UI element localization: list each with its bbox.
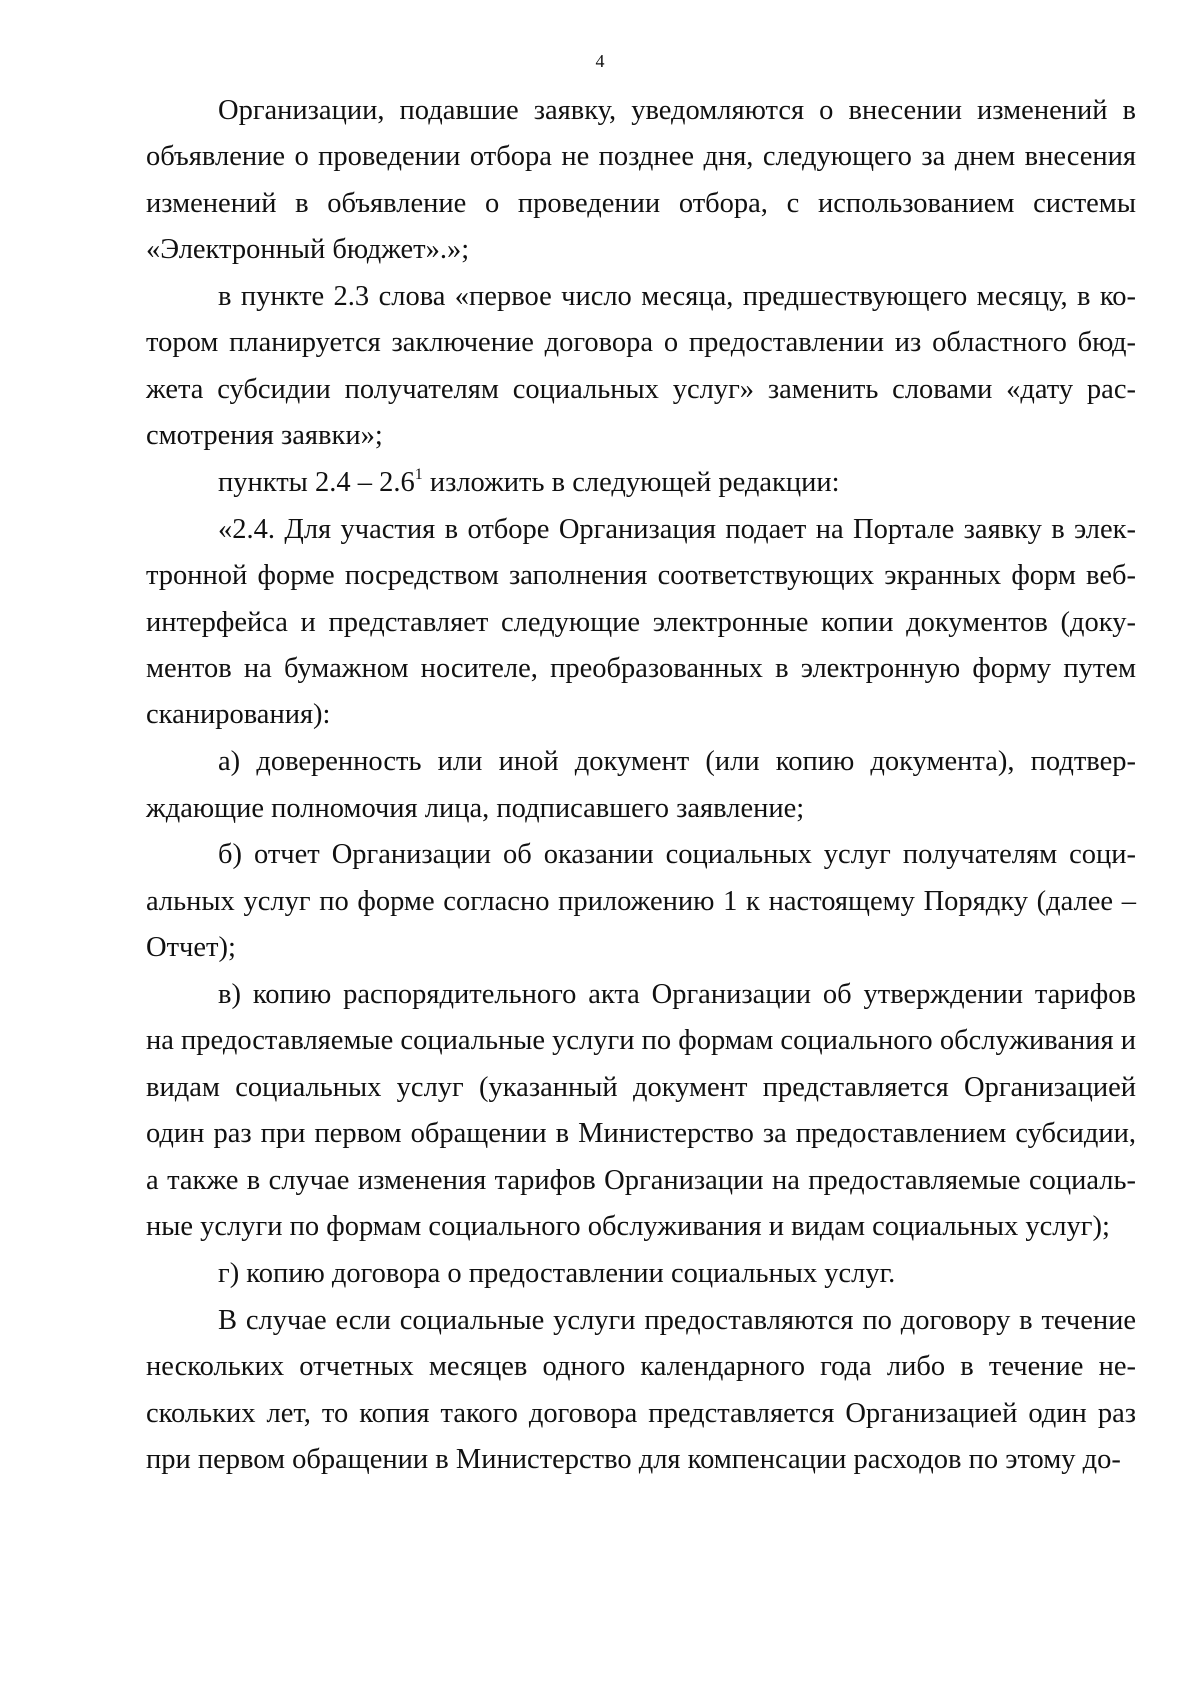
list-item-b: б) отчет Организации об оказании социальных услуг получателям социальных услуг по форме согласно приложению 1 к настоящему Порядку (далее – Отчет);	[146, 839, 1136, 964]
paragraph-clause-2-4: «2.4. Для участия в отборе Организация подает на Портале заявку в электронной форме посредством заполнения соответствующих экранных форм веб-интерфейса и представляет следующие электронные копии документов (документов на бумажном носителе, преобразованных в электронную форму путем сканирования):	[146, 513, 1136, 731]
paragraph-clause-2-3-amendment: в пункте 2.3 слова «первое число месяца, предшествующего месяцу, в котором планируется заключение договора о предоставлении из областного бюджета субсидии получателям социальных услуг» заменить словами «дату рассмотрения заявки»;	[146, 281, 1136, 452]
paragraph-multi-period-contract: В случае если социальные услуги предоставляются по договору в течение нескольких отчетных месяцев одного календарного года либо в течение нескольких лет, то копия такого договора представляется Организацией один раз при первом обращении в Министерство для компенсации расходов по этому до-	[146, 1304, 1136, 1475]
superscript-index: 1	[414, 466, 423, 484]
list-item-a: а) доверенность или иной документ (или копию документа), подтверждающие полномочия лица, подписавшего заявление;	[146, 746, 1136, 824]
document-body	[146, 88, 1136, 1483]
list-item-v: в) копию распорядительного акта Организации об утверждении тарифов на предоставляемые социальные услуги по формам социального обслуживания и видам социальных услуг (указанный документ представляется Организацией один раз при первом обращении в Министерство за предоставлением субсидии, а также в случае изменения тарифов Организации на предоставляемые социальные услуги по формам социального обслуживания и видам социальных услуг);	[146, 979, 1136, 1243]
list-item-g: г) копию договора о предоставлении социальных услуг.	[218, 1257, 896, 1289]
clauses-intro-text-end: изложить в следующей редакции:	[422, 467, 840, 499]
page-number: 4	[595, 51, 605, 71]
paragraph-notification-of-changes: Организации, подавшие заявку, уведомляются о внесении изменений в объявление о проведении отбора не позднее дня, следующего за днем внесения изменений в объявление о проведении отбора, с использованием системы «Электронный бюджет».»;	[146, 95, 1136, 266]
paragraph-clauses-2-4-2-6-intro	[146, 460, 1136, 506]
clauses-intro-text: пункты 2.4 – 2.6	[218, 467, 415, 499]
